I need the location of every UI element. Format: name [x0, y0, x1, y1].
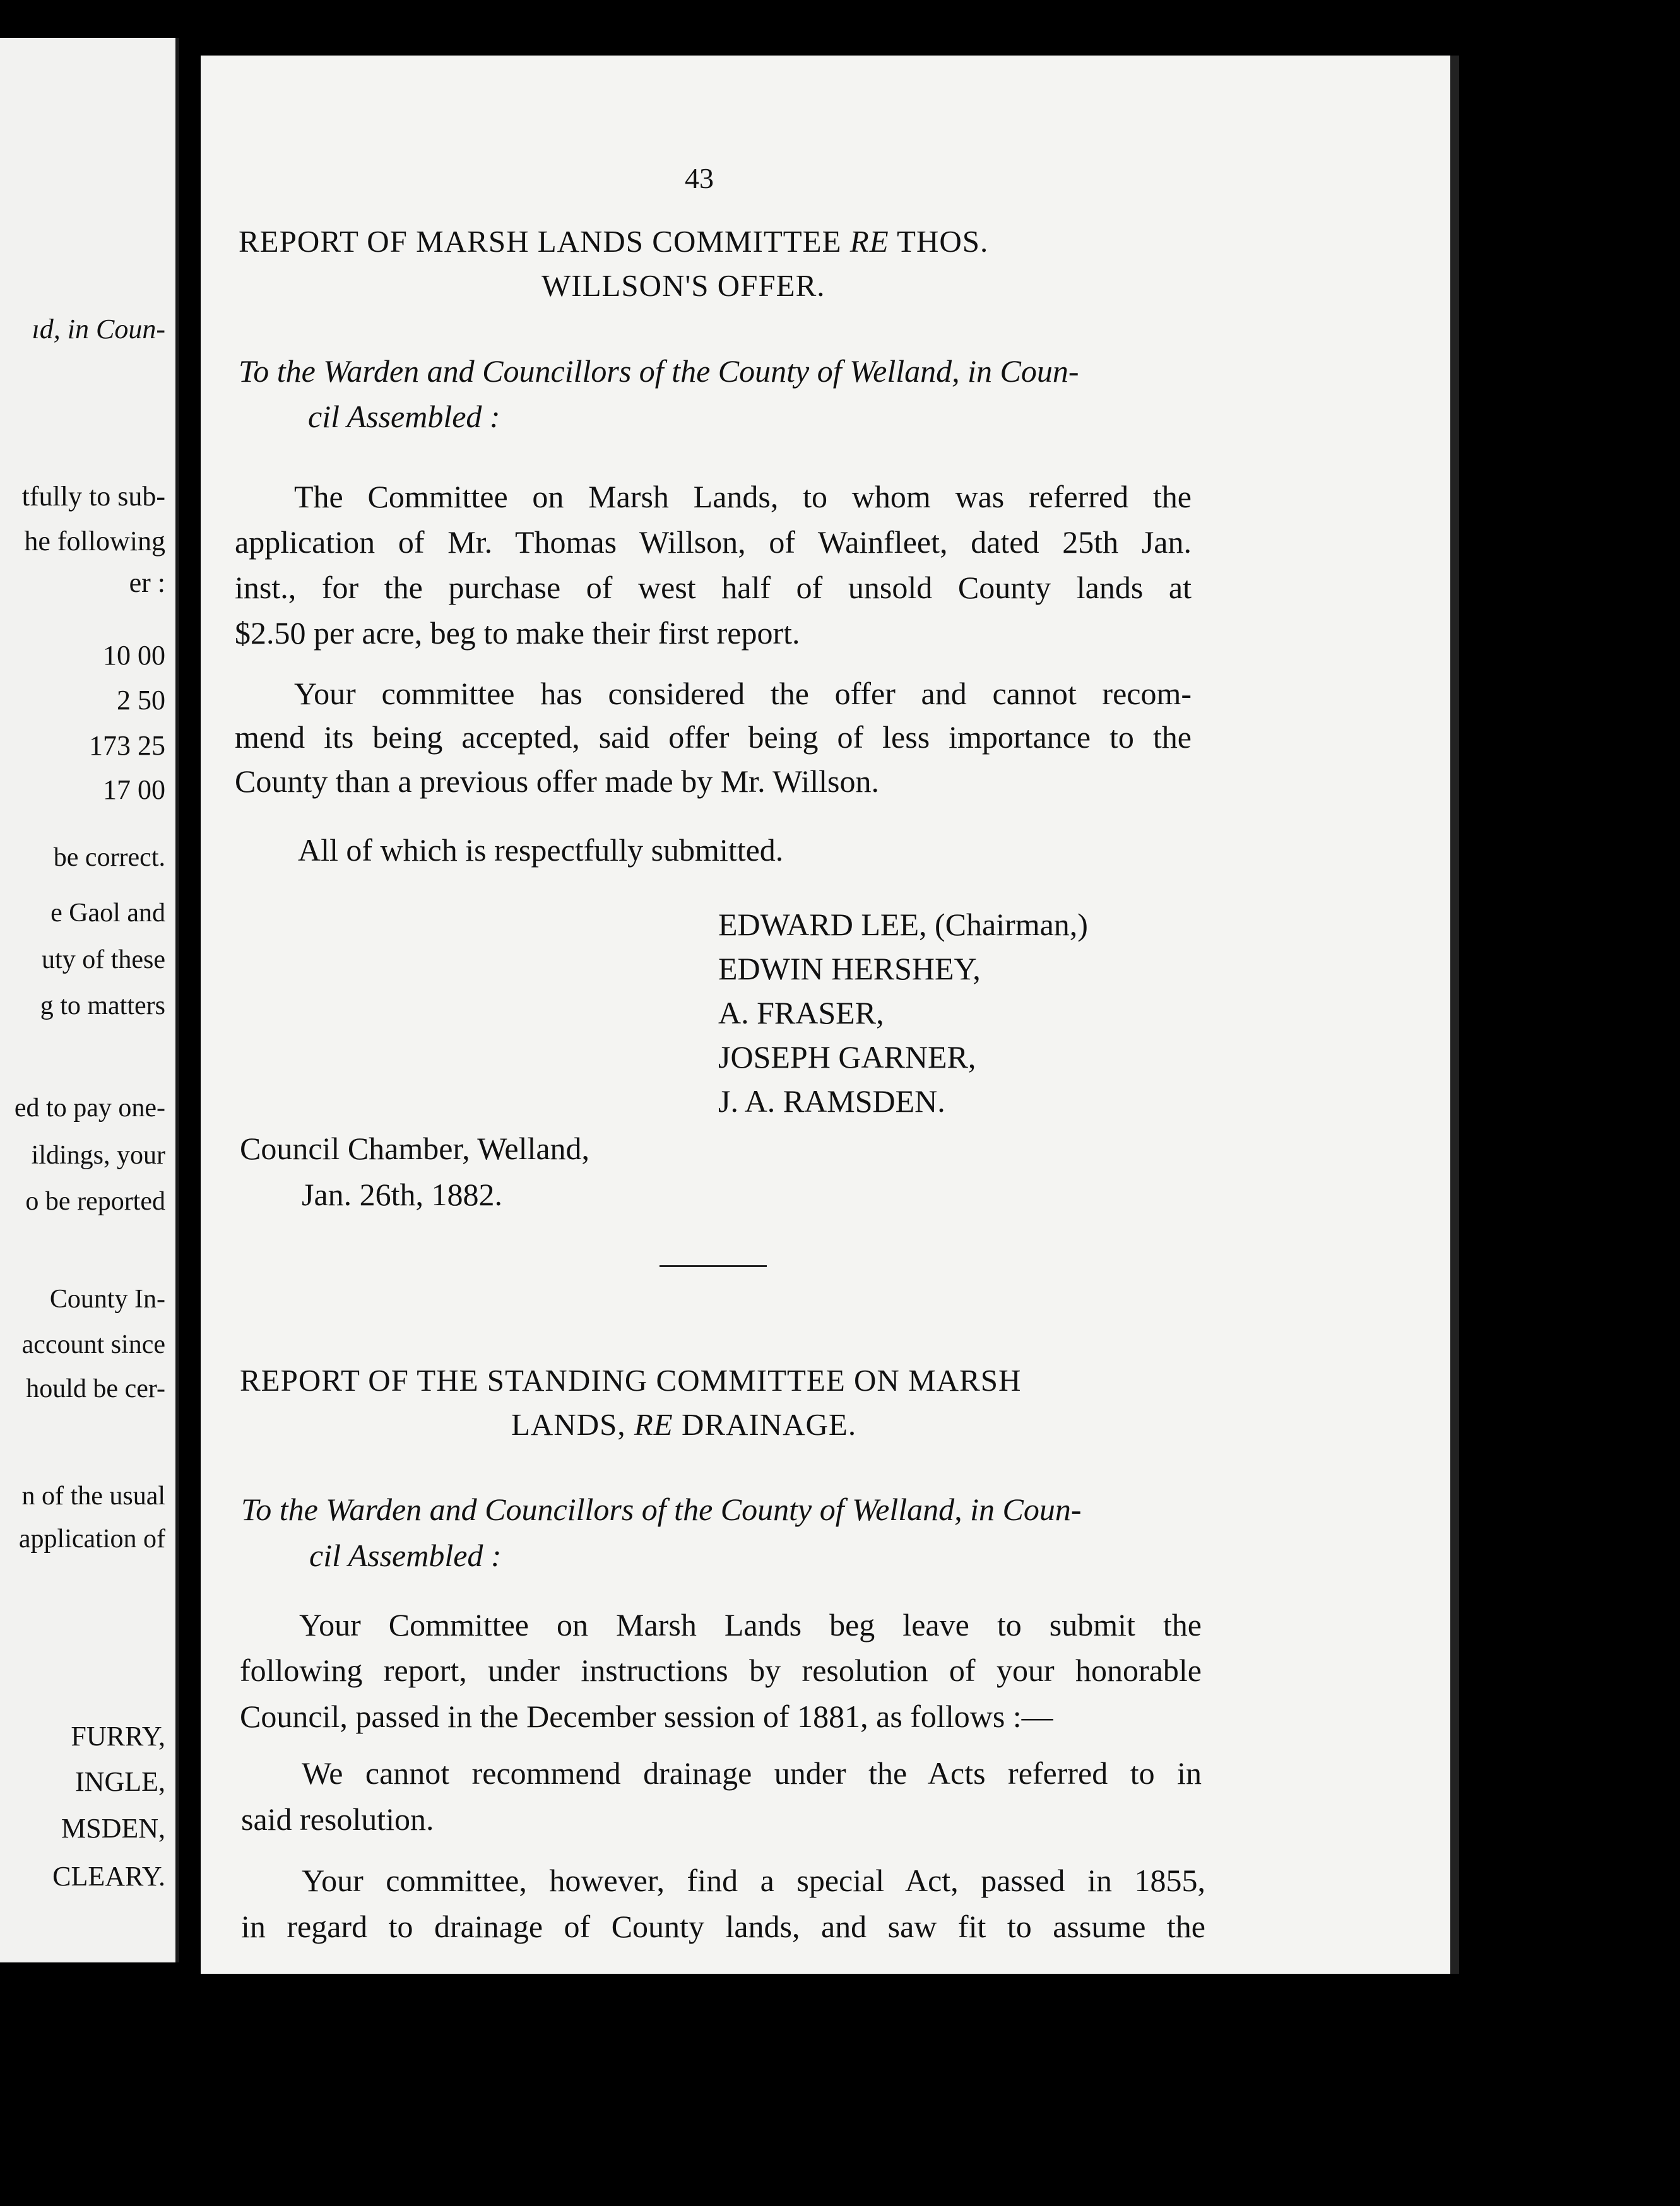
left-page-line: 10 00: [103, 640, 165, 671]
left-page-line: tfully to sub-: [21, 481, 165, 512]
report2-para1-line: following report, under instructions by resolution of your honorable: [240, 1653, 1202, 1688]
left-facing-page: [0, 38, 179, 1962]
signature-line: A. FRASER,: [718, 995, 884, 1030]
page-edge: [1450, 56, 1459, 1974]
left-page-line: e Gaol and: [50, 899, 165, 928]
left-page-line: he following: [24, 526, 165, 557]
report2-para1-line: Council, passed in the December session of 1881, as follows :—: [240, 1699, 1053, 1734]
left-page-line: er :: [129, 567, 165, 598]
report2-address-line2: cil Assembled :: [309, 1538, 502, 1573]
report2-title-line1: REPORT OF THE STANDING COMMITTEE ON MARSH: [240, 1363, 1022, 1398]
left-page-line: ıd, in Coun-: [32, 314, 165, 345]
report1-date: Jan. 26th, 1882.: [302, 1177, 503, 1212]
report1-para2-line: Your committee has considered the offer and cannot recom-: [294, 676, 1192, 711]
report2-address-line1: To the Warden and Councillors of the County of Welland, in Coun-: [241, 1492, 1082, 1527]
left-page-line: ed to pay one-: [14, 1094, 165, 1123]
signature-line: EDWARD LEE, (Chairman,): [718, 907, 1088, 942]
report2-para3-line: in regard to drainage of County lands, and saw fit to assume the: [241, 1909, 1205, 1944]
section-divider: [660, 1265, 767, 1267]
report1-closing: All of which is respectfully submitted.: [298, 832, 784, 868]
report1-address-line1: To the Warden and Councillors of the County of Welland, in Coun-: [239, 353, 1079, 389]
report2-para2-line: said resolution.: [241, 1802, 434, 1837]
signature-line: JOSEPH GARNER,: [718, 1039, 976, 1075]
report1-para1-line: application of Mr. Thomas Willson, of Wainfleet, dated 25th Jan.: [235, 524, 1192, 560]
left-page-line: hould be cer-: [26, 1374, 165, 1403]
report2-para3-line: Your committee, however, find a special Act, passed in 1855,: [302, 1863, 1205, 1898]
left-page-line: 173 25: [89, 730, 165, 761]
left-page-line: n of the usual: [21, 1482, 165, 1511]
report1-title-line2: WILLSON'S OFFER.: [541, 268, 825, 303]
left-page-line: be correct.: [53, 843, 165, 872]
report1-title-line1: REPORT OF MARSH LANDS COMMITTEE RE THOS.: [239, 224, 989, 259]
report1-address-line2: cil Assembled :: [308, 399, 500, 434]
report2-title-line2: LANDS, RE DRAINAGE.: [511, 1407, 857, 1442]
left-page-line: FURRY,: [71, 1721, 165, 1752]
left-page-line: account since: [21, 1330, 165, 1359]
left-page-line: uty of these: [42, 945, 165, 974]
report1-para1-line: $2.50 per acre, beg to make their first report.: [235, 615, 800, 651]
report1-para1-line: The Committee on Marsh Lands, to whom was referred the: [294, 479, 1192, 514]
left-page-line: 17 00: [103, 774, 165, 805]
left-page-line: g to matters: [40, 991, 165, 1020]
page-number: 43: [685, 162, 714, 194]
signature-line: EDWIN HERSHEY,: [718, 951, 981, 986]
report2-para1-line: Your Committee on Marsh Lands beg leave to submit the: [299, 1607, 1202, 1643]
left-page-line: MSDEN,: [61, 1813, 165, 1844]
left-page-line: application of: [18, 1525, 165, 1554]
signature-line: J. A. RAMSDEN.: [718, 1083, 945, 1119]
report2-para2-line: We cannot recommend drainage under the Acts referred to in: [302, 1755, 1202, 1791]
left-page-line: County In-: [49, 1285, 165, 1314]
report1-place: Council Chamber, Welland,: [240, 1131, 590, 1166]
report1-para2-line: mend its being accepted, said offer being of less importance to the: [235, 719, 1192, 755]
left-page-line: INGLE,: [75, 1766, 165, 1797]
report1-para2-line: County than a previous offer made by Mr. Willson.: [235, 764, 879, 799]
left-page-line: ildings, your: [31, 1141, 165, 1170]
report1-para1-line: inst., for the purchase of west half of unsold County lands at: [235, 570, 1192, 605]
left-page-line: CLEARY.: [52, 1861, 165, 1892]
left-page-line: 2 50: [117, 685, 165, 716]
left-page-line: o be reported: [25, 1187, 165, 1216]
